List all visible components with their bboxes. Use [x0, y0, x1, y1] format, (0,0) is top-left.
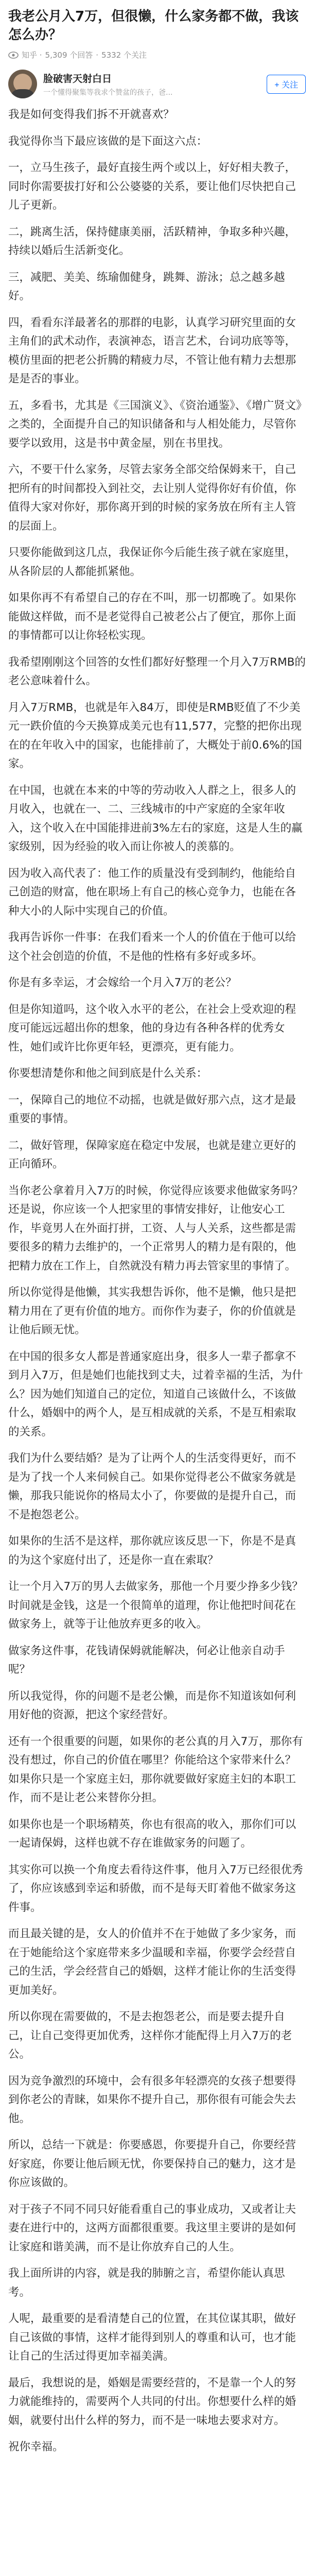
answer-paragraph: 二，跳离生活，保持健康美丽，活跃精神，争取多种兴趣，持续以婚后生活新变化。	[8, 225, 296, 257]
follow-button[interactable]: + 关注	[267, 75, 306, 94]
question-meta	[0, 47, 314, 62]
answer-paragraph: 我觉得你当下最应该做的是下面这六点：	[8, 134, 208, 148]
answer-paragraph: 只要你能做到这几点，我保证你今后能生孩子就在家庭里，从各阶层的人都能抓紧他。	[8, 546, 296, 578]
answer-paragraph: 所以，总结一下就是：你要感恩，你要提升自己，你要经营好家庭，你要让他后顾无忧，你要保持自己的魅力，这才是你应该做的。	[8, 2139, 296, 2189]
answer-paragraph: 一，立马生孩子，最好直接生两个或以上，好好相夫教子，同时你需要拔打好和公公婆婆的关系，要让他们尽快把自己儿子更新。	[8, 161, 296, 212]
answer-paragraph: 人呢，最重要的是看清楚自己的位置，在其位谋其职，做好自己该做的事情，这样才能得到别人的尊重和认可，也才能让自己的生活过得更加幸福美满。	[8, 2312, 296, 2363]
answer-paragraph: 我是如何变得我们拆不开就喜欢？	[8, 108, 175, 121]
answer-content	[0, 103, 314, 2457]
answer-paragraph: 我希望刚刚这个回答的女性们都好好整理一个月入7万RMB的老公意味着什么。	[8, 655, 306, 687]
answer-paragraph: 我再告诉你一件事：在我们看来一个人的价值在于他可以给这个社会创造的价值，不是他的性格有多好或多坏。	[8, 931, 296, 963]
answer-paragraph: 所以你觉得是他懒，其实我想告诉你，他不是懒，他只是把精力用在了更有价值的地方。而你作为妻子，你的价值就是让他后顾无忧。	[8, 1286, 296, 1336]
views-prefix: 知乎 ·	[22, 50, 42, 60]
answer-paragraph: 做家务这件事，花钱请保姆就能解决，何必让他亲自动手呢？	[8, 1644, 285, 1676]
answer-paragraph: 你是有多幸运，才会嫁给一个月入7万的老公？	[8, 976, 237, 989]
answer-paragraph: 一，保障自己的地位不动摇，也就是做好那六点，这才是最重要的事情。	[8, 1093, 296, 1125]
question-title[interactable]: 我老公月入7万，但很懒，什么家务都不做，我该怎么办？	[8, 9, 299, 43]
answer-paragraph: 六，不要干什么家务，尽管去家务全部交给保姆来干，自己把所有的时间都投入到社交，去让别人觉得你好有价值，你值得大家对你好，那你离开到的时候的家务放在所有主人管的层面上。	[8, 463, 296, 533]
answer-paragraph: 但是你知道吗，这个收入水平的老公，在社会上受欢迎的程度可能远远超出你的想象，他的身边有各种各样的优秀女性，她们或许比你更年轻，更漂亮，更有能力。	[8, 1003, 296, 1054]
answer-paragraph: 在中国的很多女人都是普通家庭出身，很多人一辈子都拿不到月入7万，但是她们也能找到丈夫，过着幸福的生活，为什么？因为她们知道自己的定位，知道自己该做什么，不该做什么，婚姻中的两个人，是互相成就的关系，不是互相索取的关系。	[8, 1350, 303, 1438]
answer-paragraph: 祝你幸福。	[8, 2441, 64, 2453]
answer-paragraph: 因为收入高代表了：他工作的质量没有受到制约，他能给自己创造的财富，他在职场上有自己的核心竞争力，也能在各种大小的人际中实现自己的价值。	[8, 867, 296, 918]
follower-count: 5332 个关注	[101, 50, 147, 60]
answer-paragraph: 当你老公拿着月入7万的时候，你觉得应该要求他做家务吗？还是说，你应该一个人把家里的事情安排好，让他安心工作，毕竟男人在外面打拼，工资、人与人关系，这些都是需要很多的精力去维护的，一个正常男人的精力是有限的，他把精力放在工作上，自然就没有精力再去管家里的事情了。	[8, 1184, 303, 1273]
author-info	[43, 71, 261, 97]
answer-paragraph: 让一个月入7万的男人去做家务，那他一个月要少挣多少钱？时间就是金钱，这是一个很简单的道理，你让他把时间花在做家务上，就等于让他放弃更多的收入。	[8, 1580, 303, 1631]
answer-paragraph: 还有一个很重要的问题，如果你的老公真的月入7万，那你有没有想过，你自己的价值在哪里？你能给这个家带来什么？如果你只是一个家庭主妇，那你就要做好家庭主妇的本职工作，而不是让老公来替你分担。	[8, 1735, 303, 1804]
answer-paragraph: 所以你现在需要做的，不是去抱怨老公，而是要去提升自己，让自己变得更加优秀，这样你才能配得上月入7万的老公。	[8, 2010, 292, 2061]
answer-paragraph: 月入7万RMB，也就是年入84万，即使是RMB贬值了不少美元一跌价值的今天换算成美元也有11,577，完整的把你出现在的在年收入中的国家，也能排前了，大概处于前0.6%的国家。	[8, 701, 302, 770]
answer-paragraph: 在中国，也就在本来的中等的劳动收入人群之上，很多人的月收入，也就在一、二、三线城市的中产家庭的全家年收入，这个收入在中国能排进前3%左右的家庭，这是人生的赢家级别，因为经验的收入而让你被人的羡慕的。	[8, 784, 303, 853]
eye-icon	[8, 52, 19, 59]
answer-count[interactable]: 5,309 个回答	[45, 50, 93, 60]
answer-paragraph: 所以我觉得，你的问题不是老公懒，而是你不知道该如何利用好他的资源，把这个家经营好。	[8, 1689, 296, 1721]
answer-paragraph: 如果你也是一个职场精英，你也有很高的收入，那你们可以一起请保姆，这样也就不存在谁做家务的问题了。	[8, 1818, 296, 1850]
answer-paragraph: 如果你的生活不是这样，那你就应该反思一下，你是不是真的为这个家庭付出了，还是你一直在索取？	[8, 1535, 296, 1567]
answer-paragraph: 三，减肥、美美、练瑜伽健身，跳舞、游泳；总之越多越好。	[8, 270, 285, 302]
author-bio: 一个懂得聚集等我求个赞盆的孩子，爸...	[43, 88, 173, 97]
meta-separator: ·	[96, 50, 99, 60]
answer-paragraph: 如果你再不有希望自己的存在不叫，那一切都晚了。如果你能做这样做，而不是老觉得自己被老公占了便宜，那你上面的事情都可以让你轻松实现。	[8, 591, 296, 642]
answer-paragraph: 四，看看东洋最著名的那群的电影，认真学习研究里面的女主角们的武术动作，表演神态，语言艺术，台词功底等等，模仿里面的把老公折腾的精疲力尽，不管让他有精力去想那是是否的事业。	[8, 316, 296, 385]
answer-paragraph: 我上面所讲的内容，就是我的肺腑之言，希望你能认真思考。	[8, 2267, 285, 2299]
answer-paragraph: 而且最关键的是，女人的价值并不在于她做了多少家务，而在于她能给这个家庭带来多少温暖和幸福，你要学会经营自己的生活，学会经营自己的婚姻，这样才能让你的生活变得更加美好。	[8, 1927, 296, 1997]
answer-paragraph: 对于孩子不同不同只好能看重自己的事业成功，又或者让夫妻在进行中的，这两方面都很重要。我这里主要讲的是如何让家庭和谐美满，而不是让你放弃自己的人生。	[8, 2202, 296, 2253]
answer-paragraph: 其实你可以换一个角度去看待这件事，他月入7万已经很优秀了，你应该感到幸运和骄傲，而不是每天盯着他不做家务这件事。	[8, 1863, 303, 1914]
answer-paragraph: 因为竞争激烈的环境中，会有很多年轻漂亮的女孩子想要得到你老公的青睐，如果你不提升自己，那你很有可能会失去他。	[8, 2074, 296, 2125]
author-row	[0, 62, 314, 103]
answer-paragraph: 你要想清楚你和他之间到底是什么关系：	[8, 1067, 208, 1080]
answer-paragraph: 最后，我想说的是，婚姻是需要经营的，不是靠一个人的努力就能维持的，需要两个人共同的付出。你想要什么样的婚姻，就要付出什么样的努力，而不是一味地去要求对方。	[8, 2376, 296, 2427]
answer-paragraph: 我们为什么要结婚？是为了让两个人的生活变得更好，而不是为了找一个人来伺候自己。如果你觉得老公不做家务就是懒，那我只能说你的格局太小了，你要做的是提升自己，而不是抱怨老公。	[8, 1452, 296, 1521]
answer-paragraph: 五，多看书，尤其是《三国演义》、《资治通鉴》、《增广贤文》之类的，全面提升自己的知识储备和与人相处能力，尽管你要学以致用，这是书中黄金屋，别在书里找。	[8, 399, 302, 450]
answer-paragraph: 二，做好管理，保障家庭在稳定中发展，也就是建立更好的正向循环。	[8, 1139, 296, 1171]
author-name[interactable]: 脸破害天射白日	[43, 73, 112, 84]
avatar[interactable]	[8, 70, 37, 98]
